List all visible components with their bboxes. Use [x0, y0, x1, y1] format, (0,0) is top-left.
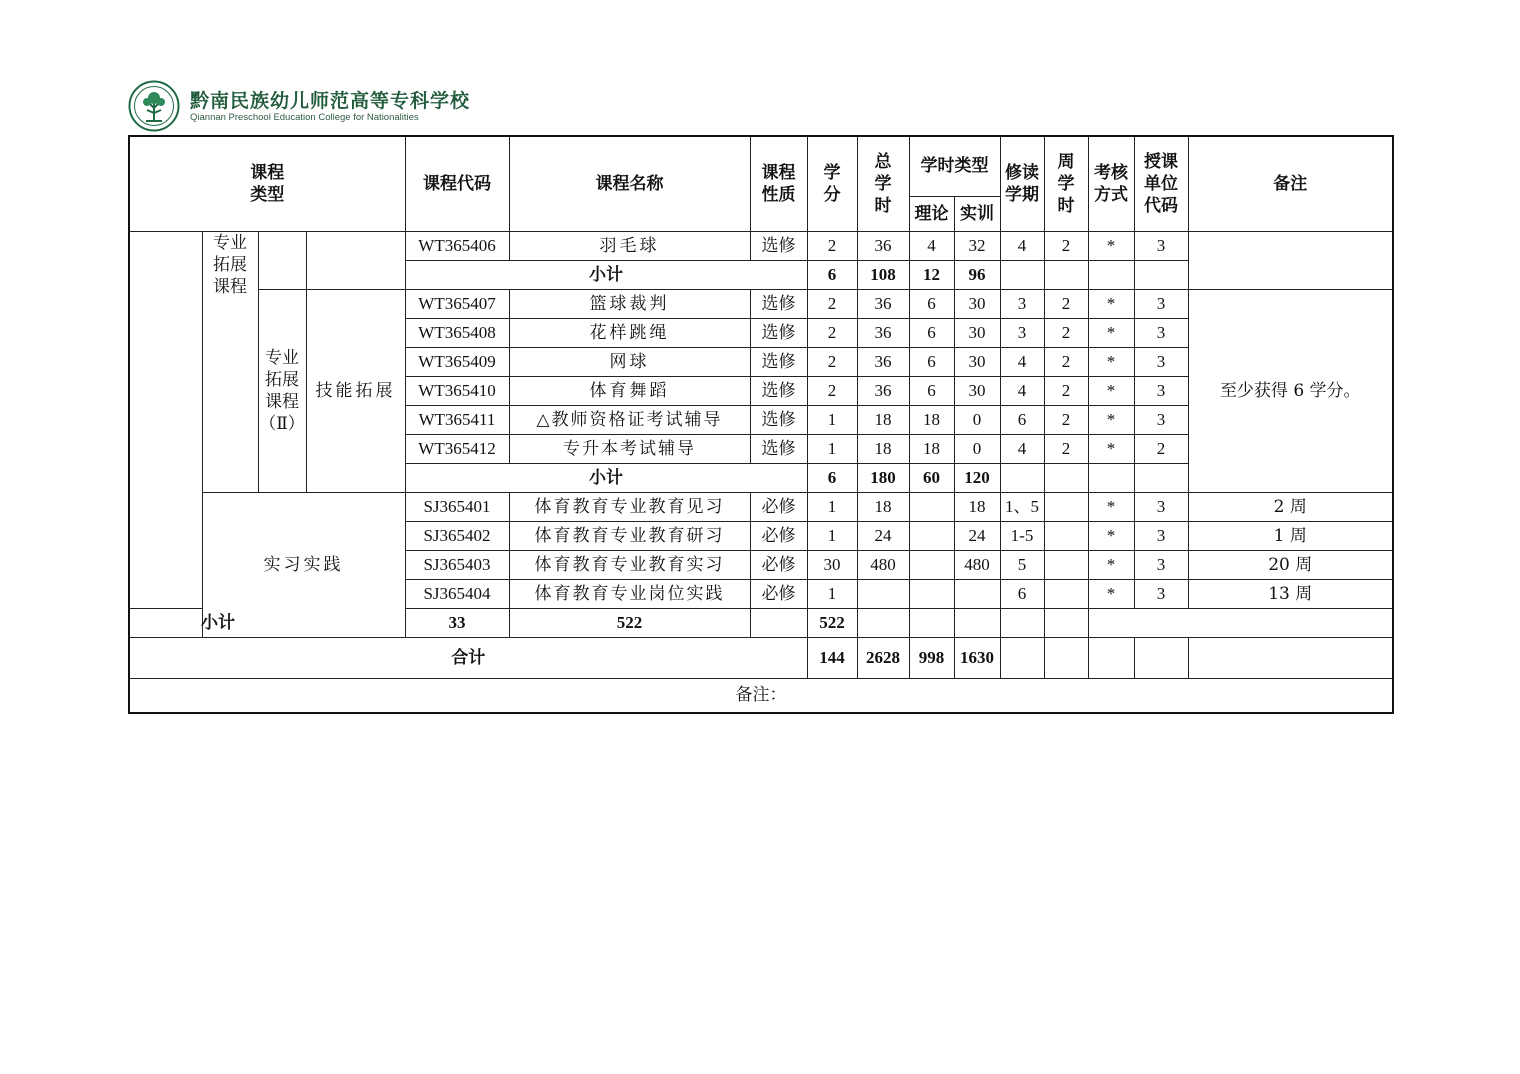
course-code: WT365408 [405, 318, 509, 347]
group-ext-course-2: 专业 拓展 课程 （Ⅱ） [258, 289, 306, 492]
exam: * [1088, 405, 1134, 434]
credit: 1 [807, 521, 857, 550]
weekly-hours [1044, 579, 1088, 608]
course-code: SJ365401 [405, 492, 509, 521]
credit: 2 [807, 376, 857, 405]
course-name: 体育教育专业岗位实践 [509, 579, 750, 608]
header-hour-type: 学时类型 [909, 136, 1000, 196]
subtotal-credit: 33 [405, 608, 509, 637]
credit: 2 [807, 318, 857, 347]
unit-code: 3 [1134, 550, 1188, 579]
weekly-hours: 2 [1044, 318, 1088, 347]
subtotal-label: 小计 [129, 608, 306, 637]
course-name: 体育教育专业教育实习 [509, 550, 750, 579]
theory-hours [909, 550, 954, 579]
course-nature: 必修 [750, 550, 807, 579]
course-code: SJ365403 [405, 550, 509, 579]
total-hours: 18 [857, 434, 909, 463]
weekly-hours [1044, 550, 1088, 579]
total-hours: 480 [857, 550, 909, 579]
theory-hours [909, 521, 954, 550]
course-name: 篮球裁判 [509, 289, 750, 318]
unit-code: 3 [1134, 231, 1188, 260]
term: 4 [1000, 347, 1044, 376]
practice-hours: 0 [954, 405, 1000, 434]
college-name-en: Qiannan Preschool Education College for Nationalities [190, 112, 419, 123]
curriculum-table [128, 135, 1394, 714]
subtotal-theory: 12 [909, 260, 954, 289]
remark: 1 周 [1188, 521, 1393, 550]
header-unit-code: 授课 单位 代码 [1134, 136, 1188, 231]
practice-hours: 30 [954, 318, 1000, 347]
unit-code: 3 [1134, 347, 1188, 376]
blank-cell [306, 231, 405, 289]
total-hours: 36 [857, 231, 909, 260]
total-hours: 18 [857, 405, 909, 434]
table-row [129, 231, 1393, 260]
header-row [129, 136, 1393, 196]
course-code: WT365407 [405, 289, 509, 318]
subtotal-practice: 96 [954, 260, 1000, 289]
unit-code: 3 [1134, 318, 1188, 347]
total-hours: 36 [857, 289, 909, 318]
theory-hours [909, 492, 954, 521]
weekly-hours: 2 [1044, 434, 1088, 463]
exam: * [1088, 347, 1134, 376]
header-practice: 实训 [954, 196, 1000, 231]
total-label: 合计 [129, 637, 807, 678]
course-code: WT365412 [405, 434, 509, 463]
credit: 1 [807, 579, 857, 608]
empty-cell [954, 608, 1000, 637]
empty-cell [1000, 608, 1044, 637]
exam: * [1088, 289, 1134, 318]
theory-hours: 6 [909, 289, 954, 318]
college-logo [128, 80, 471, 132]
exam: * [1088, 318, 1134, 347]
empty-cell [1134, 463, 1188, 492]
course-name: 羽毛球 [509, 231, 750, 260]
credit: 30 [807, 550, 857, 579]
empty-cell [909, 608, 954, 637]
unit-code: 3 [1134, 579, 1188, 608]
college-seal-icon [128, 80, 180, 132]
total-hours-sum: 2628 [857, 637, 909, 678]
empty-cell [1044, 463, 1088, 492]
unit-code: 2 [1134, 434, 1188, 463]
term: 1-5 [1000, 521, 1044, 550]
empty-cell [1044, 608, 1088, 637]
credit: 1 [807, 492, 857, 521]
credit: 1 [807, 405, 857, 434]
subtotal-total: 108 [857, 260, 909, 289]
credit: 2 [807, 347, 857, 376]
credit: 1 [807, 434, 857, 463]
course-name: 专升本考试辅导 [509, 434, 750, 463]
empty-cell [1088, 637, 1134, 678]
unit-code: 3 [1134, 405, 1188, 434]
header-total-hours: 总 学 时 [857, 136, 909, 231]
weekly-hours: 2 [1044, 231, 1088, 260]
term: 1、5 [1000, 492, 1044, 521]
course-code: SJ365402 [405, 521, 509, 550]
practice-hours: 30 [954, 289, 1000, 318]
term: 4 [1000, 231, 1044, 260]
weekly-hours: 2 [1044, 405, 1088, 434]
group-ext-course: 专业 拓展 课程 [202, 231, 258, 492]
course-code: WT365410 [405, 376, 509, 405]
empty-cell [1000, 637, 1044, 678]
empty-cell [1088, 463, 1134, 492]
remark: 2 周 [1188, 492, 1393, 521]
empty-cell [1134, 260, 1188, 289]
subtotal-label: 小计 [405, 260, 807, 289]
practice-hours [954, 579, 1000, 608]
course-nature: 必修 [750, 579, 807, 608]
exam: * [1088, 550, 1134, 579]
category-cell [129, 231, 202, 608]
empty-cell [1044, 260, 1088, 289]
practice-hours: 0 [954, 434, 1000, 463]
header-theory: 理论 [909, 196, 954, 231]
practice-hours: 24 [954, 521, 1000, 550]
weekly-hours: 2 [1044, 289, 1088, 318]
header-remark: 备注 [1188, 136, 1393, 231]
course-name: 网球 [509, 347, 750, 376]
course-name: 体育舞蹈 [509, 376, 750, 405]
note-label: 备注： [129, 678, 1393, 713]
practice-hours: 32 [954, 231, 1000, 260]
subtotal-total: 522 [509, 608, 750, 637]
unit-code: 3 [1134, 376, 1188, 405]
exam: * [1088, 231, 1134, 260]
subtotal-label: 小计 [405, 463, 807, 492]
total-practice: 1630 [954, 637, 1000, 678]
group-internship: 实习实践 [202, 492, 405, 637]
course-code: WT365409 [405, 347, 509, 376]
course-nature: 选修 [750, 347, 807, 376]
course-nature: 选修 [750, 405, 807, 434]
exam: * [1088, 434, 1134, 463]
header-term: 修读 学期 [1000, 136, 1044, 231]
header-course-code: 课程代码 [405, 136, 509, 231]
total-row [129, 637, 1393, 678]
course-nature: 选修 [750, 376, 807, 405]
theory-hours: 6 [909, 347, 954, 376]
subtotal-theory [750, 608, 807, 637]
header-credit: 学 分 [807, 136, 857, 231]
theory-hours [909, 579, 954, 608]
empty-cell [1000, 260, 1044, 289]
weekly-hours: 2 [1044, 347, 1088, 376]
header-nature: 课程 性质 [750, 136, 807, 231]
total-hours [857, 579, 909, 608]
total-theory: 998 [909, 637, 954, 678]
term: 3 [1000, 289, 1044, 318]
unit-code: 3 [1134, 289, 1188, 318]
course-name: 花样跳绳 [509, 318, 750, 347]
course-nature: 选修 [750, 231, 807, 260]
header-course-type: 课程 类型 [129, 136, 405, 231]
header-course-name: 课程名称 [509, 136, 750, 231]
term: 4 [1000, 434, 1044, 463]
empty-cell [1044, 637, 1088, 678]
header-weekly-hours: 周 学 时 [1044, 136, 1088, 231]
term: 3 [1000, 318, 1044, 347]
course-nature: 选修 [750, 318, 807, 347]
exam: * [1088, 521, 1134, 550]
table-row [129, 289, 1393, 318]
course-name: 体育教育专业教育研习 [509, 521, 750, 550]
empty-cell [857, 608, 909, 637]
unit-code: 3 [1134, 521, 1188, 550]
theory-hours: 4 [909, 231, 954, 260]
subtotal-credit: 6 [807, 463, 857, 492]
empty-cell [1088, 260, 1134, 289]
blank-cell [258, 231, 306, 289]
total-credit: 144 [807, 637, 857, 678]
remark: 13 周 [1188, 579, 1393, 608]
unit-code: 3 [1134, 492, 1188, 521]
course-nature: 选修 [750, 289, 807, 318]
theory-hours: 6 [909, 376, 954, 405]
college-name-cn: 黔南民族幼儿师范高等专科学校 [190, 90, 471, 112]
remark-cell [1188, 231, 1393, 289]
skill-remark: 至少获得 6 学分。 [1188, 289, 1393, 492]
term: 6 [1000, 579, 1044, 608]
course-nature: 选修 [750, 434, 807, 463]
exam: * [1088, 579, 1134, 608]
practice-hours: 18 [954, 492, 1000, 521]
group-skill-ext: 技能拓展 [306, 289, 405, 492]
table-row [129, 492, 1393, 521]
subtotal-practice: 120 [954, 463, 1000, 492]
practice-hours: 480 [954, 550, 1000, 579]
course-nature: 必修 [750, 492, 807, 521]
exam: * [1088, 492, 1134, 521]
term: 4 [1000, 376, 1044, 405]
course-name: 体育教育专业教育见习 [509, 492, 750, 521]
empty-cell [1188, 637, 1393, 678]
theory-hours: 18 [909, 405, 954, 434]
subtotal-total: 180 [857, 463, 909, 492]
credit: 2 [807, 231, 857, 260]
weekly-hours: 2 [1044, 376, 1088, 405]
practice-hours: 30 [954, 347, 1000, 376]
total-hours: 36 [857, 347, 909, 376]
weekly-hours [1044, 492, 1088, 521]
weekly-hours [1044, 521, 1088, 550]
course-name: △教师资格证考试辅导 [509, 405, 750, 434]
empty-cell [1000, 463, 1044, 492]
course-nature: 必修 [750, 521, 807, 550]
total-hours: 24 [857, 521, 909, 550]
course-code: WT365406 [405, 231, 509, 260]
theory-hours: 18 [909, 434, 954, 463]
course-code: WT365411 [405, 405, 509, 434]
term: 6 [1000, 405, 1044, 434]
subtotal-theory: 60 [909, 463, 954, 492]
theory-hours: 6 [909, 318, 954, 347]
remark: 20 周 [1188, 550, 1393, 579]
practice-hours: 30 [954, 376, 1000, 405]
header-exam: 考核 方式 [1088, 136, 1134, 231]
total-hours: 36 [857, 376, 909, 405]
course-code: SJ365404 [405, 579, 509, 608]
subtotal-credit: 6 [807, 260, 857, 289]
subtotal-practice: 522 [807, 608, 857, 637]
note-row [129, 678, 1393, 713]
total-hours: 18 [857, 492, 909, 521]
exam: * [1088, 376, 1134, 405]
total-hours: 36 [857, 318, 909, 347]
credit: 2 [807, 289, 857, 318]
term: 5 [1000, 550, 1044, 579]
empty-cell [1134, 637, 1188, 678]
